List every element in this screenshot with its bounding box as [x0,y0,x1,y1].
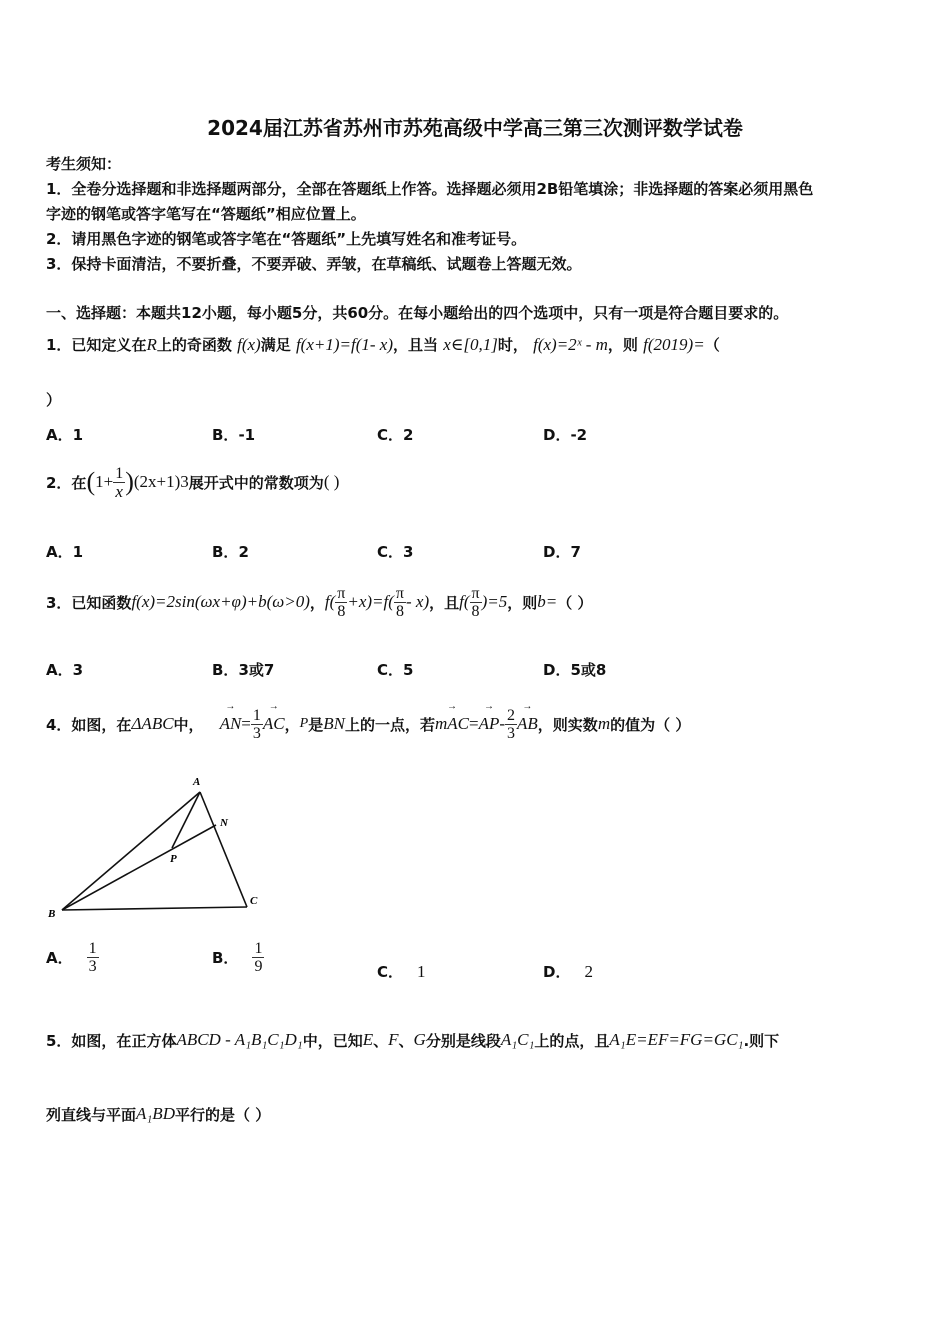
q5-separator: 、 [373,1031,389,1050]
label-a: A [193,776,201,788]
q2-term: 1+ [95,472,114,491]
frac-num: 1 [115,464,124,482]
option-label: C． [377,963,404,981]
q3-function: f(x)=2sin(ωx+φ)+b(ω>0) [131,592,310,611]
q3-eq-part: f( [324,592,336,611]
side-bc [62,907,247,910]
q4-m: m [597,714,611,733]
q2-exponent: 3 [180,472,189,491]
q1-equation: f(x+1)=f(1- x) [295,335,393,354]
option-text: 5 [403,661,414,679]
q2-open-paren: ( [86,467,96,496]
segment-ap [172,792,200,848]
q5-equation: A₁E=EF=FG=GC₁ [609,1030,744,1049]
q4-text: 是 [308,715,324,734]
option-text: 2 [584,962,593,981]
frac-den: 8 [471,602,480,620]
frac-den: 9 [254,958,263,975]
q4-triangle-figure [40,770,280,930]
option-text: 3 [72,661,84,679]
q5-text: 平行的是（ ） [174,1105,271,1124]
frac-num: 2 [507,706,516,724]
q4-minus: - [499,714,506,733]
q5-cube: ABCD - A₁B₁C₁D₁ [176,1030,303,1049]
q2-text: 展开式中的常数项为 [188,473,324,492]
q4-fraction [251,707,263,742]
q4-option-d[interactable] [543,961,593,982]
q1-option-a[interactable] [46,424,83,445]
option-text: 2 [238,543,249,561]
option-fraction [252,940,264,975]
label-n: N [220,817,228,829]
option-label: B． [212,426,239,444]
q1-text: ，则 [607,336,638,354]
option-text: 3或7 [238,661,275,679]
q1-paren: （ [704,336,720,354]
q1-option-d[interactable] [543,424,587,445]
q3-b: b= [537,592,558,611]
q2-fraction [113,465,125,500]
notice-line-1b: 字迹的钢笔或答字笔写在“答题纸”相应位置上。 [46,205,366,223]
option-label: D． [543,661,571,679]
frac-den: 8 [337,602,346,620]
label-c: C [250,895,258,907]
q3-text: 3．已知函数 [46,593,132,612]
q3-fraction [335,585,347,620]
q1-R: R [146,335,157,354]
label-p: P [170,853,177,865]
q1-option-c[interactable] [377,424,413,445]
question-2 [46,460,339,504]
q1-text: 时， [497,336,528,354]
option-text: 1 [72,426,84,444]
q4-text: ， [284,715,300,734]
notice-line-1a: 1．全卷分选择题和非选择题两部分，全部在答题纸上作答。选择题必须用2B铅笔填涂；非选择题的答案必须用黑色 [46,180,814,198]
option-text: 5或8 [570,661,607,679]
option-text: -1 [238,426,256,444]
q2-blank: ( ) [323,472,340,491]
q2-option-c[interactable] [377,541,413,562]
q1-text: 上的奇函数 [156,336,232,354]
q3-text: ， [309,593,325,612]
q1-option-b[interactable] [212,424,255,445]
label-b: B [48,908,56,920]
frac-num: π [471,584,480,602]
q5-plane: A₁BD [136,1104,175,1123]
q5-F: F [388,1030,399,1049]
q5-text: 中，已知 [302,1031,363,1050]
option-label: C． [377,661,404,679]
q4-text: ，则实数 [537,715,598,734]
q4-text: 的值为（ ） [610,715,691,734]
option-text: 7 [570,543,581,561]
q2-close-paren: ) [125,467,134,496]
option-text: 2 [403,426,414,444]
option-label: D． [543,426,571,444]
notice-line-2: 2．请用黑色字迹的钢笔或答字笔在“答题纸”上先填写姓名和准考证号。 [46,230,527,248]
question-1 [46,334,720,355]
q5-segment: A₁C₁ [500,1030,535,1049]
q4-option-b[interactable] [212,940,264,975]
q4-vector-ab: → AB [517,714,538,734]
option-label: C． [377,426,404,444]
option-text: -2 [570,426,588,444]
q3-option-d[interactable] [543,659,606,680]
q1-equation-2: f(x)=2ˣ - m [533,335,608,354]
q4-option-c[interactable] [377,961,426,982]
option-label: B． [212,949,239,967]
question-4 [46,700,690,748]
q3-option-a[interactable] [46,659,83,680]
q1-condition: x∈[0,1] [443,335,498,354]
q3-eq-part: )=5 [481,592,508,611]
q5-G: G [413,1030,426,1049]
q4-equals: = [241,714,251,733]
option-label: D． [543,963,571,981]
option-label: A． [46,661,73,679]
q2-option-d[interactable] [543,541,581,562]
q4-vector-mac: → mAC [435,714,469,734]
option-label: D． [543,543,571,561]
option-text: 1 [72,543,84,561]
question-5-line-2 [46,1098,270,1130]
q4-text: 上的一点，若 [344,715,435,734]
q5-text: 5．如图，在正方体 [46,1031,177,1050]
q4-fraction-2 [505,707,517,742]
side-ab [62,792,200,910]
q5-separator: 、 [398,1031,414,1050]
frac-den: 3 [252,724,261,742]
q3-eq-part: - x) [405,592,430,611]
frac-num: 1 [252,706,261,724]
segment-bn [62,825,216,910]
q3-option-b[interactable] [212,659,274,680]
frac-num: 1 [88,940,97,957]
q2-text: 2．在 [46,473,87,492]
q5-text: 分别是线段 [425,1031,501,1050]
option-fraction [87,940,99,975]
notice-line-3: 3．保持卡面清洁，不要折叠，不要弄破、弄皱，在草稿纸、试题卷上答题无效。 [46,255,582,273]
frac-den: 8 [395,602,404,620]
q3-text: ，则 [507,593,538,612]
frac-num: π [395,584,404,602]
q4-equals: = [468,714,479,733]
q3-fraction [394,585,406,620]
page-title: 2024届江苏省苏州市苏苑高级中学高三第三次测评数学试卷 [207,116,743,140]
q1-text: 满足 [260,336,291,354]
option-label: C． [377,543,404,561]
q5-text: 列直线与平面 [46,1105,137,1124]
q4-option-a[interactable] [46,940,99,975]
q2-option-b[interactable] [212,541,249,562]
option-label: A． [46,543,73,561]
question-3 [46,580,592,624]
q5-text: 上的点，且 [534,1031,610,1050]
q2-factor: (2x+1) [133,472,181,491]
q1-text: ，且当 [392,336,438,354]
q4-vector-an: → AN [220,714,242,734]
question-5 [46,1024,779,1056]
frac-den: 3 [507,724,516,742]
q4-BN: BN [323,714,345,733]
option-text: 3 [403,543,414,561]
q4-text: 中， [173,715,204,734]
q3-eq-part: f( [459,592,470,611]
option-label: B． [212,543,239,561]
q3-option-c[interactable] [377,659,413,680]
q3-fraction [470,585,482,620]
frac-num: π [337,584,346,602]
section-heading: 一、选择题：本题共12小题，每小题5分，共60分。在每小题给出的四个选项中，只有一项是符合题目要求的。 [46,304,789,322]
option-label: A． [46,426,73,444]
q5-E: E [362,1030,374,1049]
frac-den: x [115,481,123,501]
option-label: A． [46,949,73,967]
q4-vector-ac: → AC [263,714,285,734]
q4-vector-ap: → AP [479,714,500,734]
q3-text: （ ） [557,593,593,612]
option-text: 1 [417,962,426,981]
q4-text: 4．如图，在 [46,715,132,734]
frac-num: 1 [254,940,263,957]
side-ac [200,792,247,907]
q1-paren-close: ） [46,391,62,409]
q4-triangle: ΔABC [131,714,174,733]
q3-eq-part: +x)=f( [347,592,394,611]
frac-den: 3 [88,958,97,975]
q1-fx: f(x) [237,335,261,354]
q2-option-a[interactable] [46,541,83,562]
q3-text: ，且 [429,593,460,612]
q1-equation-3: f(2019)= [643,335,705,354]
option-label: B． [212,661,239,679]
notice-heading: 考生须知： [46,155,122,173]
q1-text: 1．已知定义在 [46,336,147,354]
q4-P: P [299,716,309,731]
q5-text: .则下 [743,1031,780,1050]
